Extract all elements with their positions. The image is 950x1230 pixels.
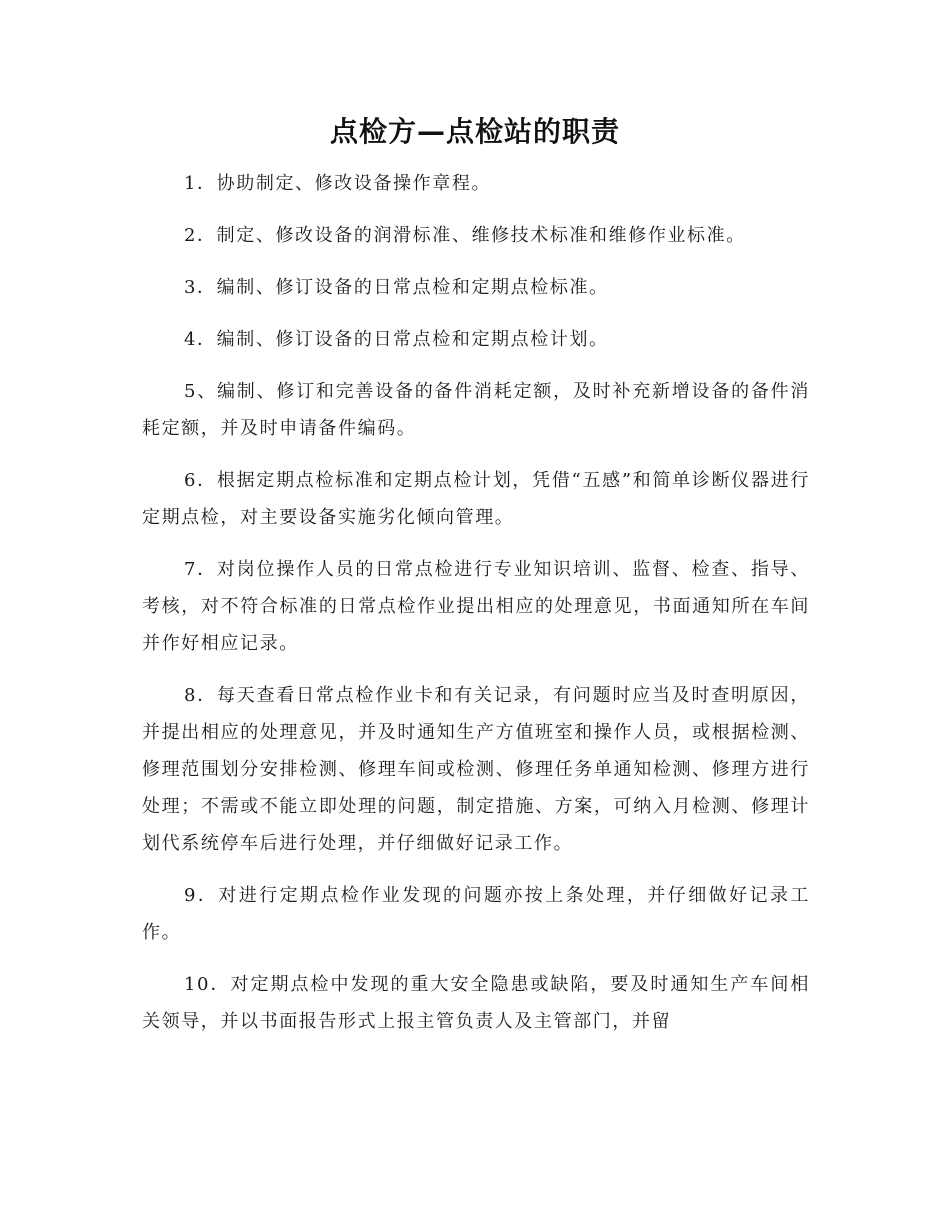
paragraph-5: 5、编制、修订和完善设备的备件消耗定额，及时补充新增设备的备件消耗定额，并及时申请备件编码。 [142, 381, 810, 439]
paragraph-1: 1．协助制定、修改设备操作章程。 [184, 173, 492, 194]
paragraph-6: 6．根据定期点检标准和定期点检计划，凭借“五感”和简单诊断仪器进行定期点检，对主要设备实施劣化倾向管理。 [142, 470, 810, 528]
paragraph-8: 8．每天查看日常点检作业卡和有关记录，有问题时应当及时查明原因，并提出相应的处理意见，并及时通知生产方值班室和操作人员，或根据检测、修理范围划分安排检测、修理车间或检测、修理任务单通知检测、修理方进行处理；不需或不能立即处理的问题，制定措施、方案，可纳入月检测、修理计划代系统停车后进行处理，并仔细做好记录工作。 [142, 685, 810, 854]
paragraph-3: 3．编制、修订设备的日常点检和定期点检标准。 [184, 277, 609, 298]
document-title: 点检方—点检站的职责 [329, 115, 620, 148]
paragraph-9: 9．对进行定期点检作业发现的问题亦按上条处理，并仔细做好记录工作。 [142, 885, 810, 943]
paragraph-4: 4．编制、修订设备的日常点检和定期点检计划。 [184, 329, 609, 350]
document-body [142, 165, 810, 1055]
paragraph-10: 10．对定期点检中发现的重大安全隐患或缺陷，要及时通知生产车间相关领导，并以书面报告形式上报主管负责人及主管部门，并留 [142, 974, 810, 1032]
paragraph-7: 7．对岗位操作人员的日常点检进行专业知识培训、监督、检查、指导、考核，对不符合标准的日常点检作业提出相应的处理意见，书面通知所在车间并作好相应记录。 [142, 559, 810, 654]
paragraph-2: 2．制定、修改设备的润滑标准、维修技术标准和维修作业标准。 [184, 225, 746, 246]
